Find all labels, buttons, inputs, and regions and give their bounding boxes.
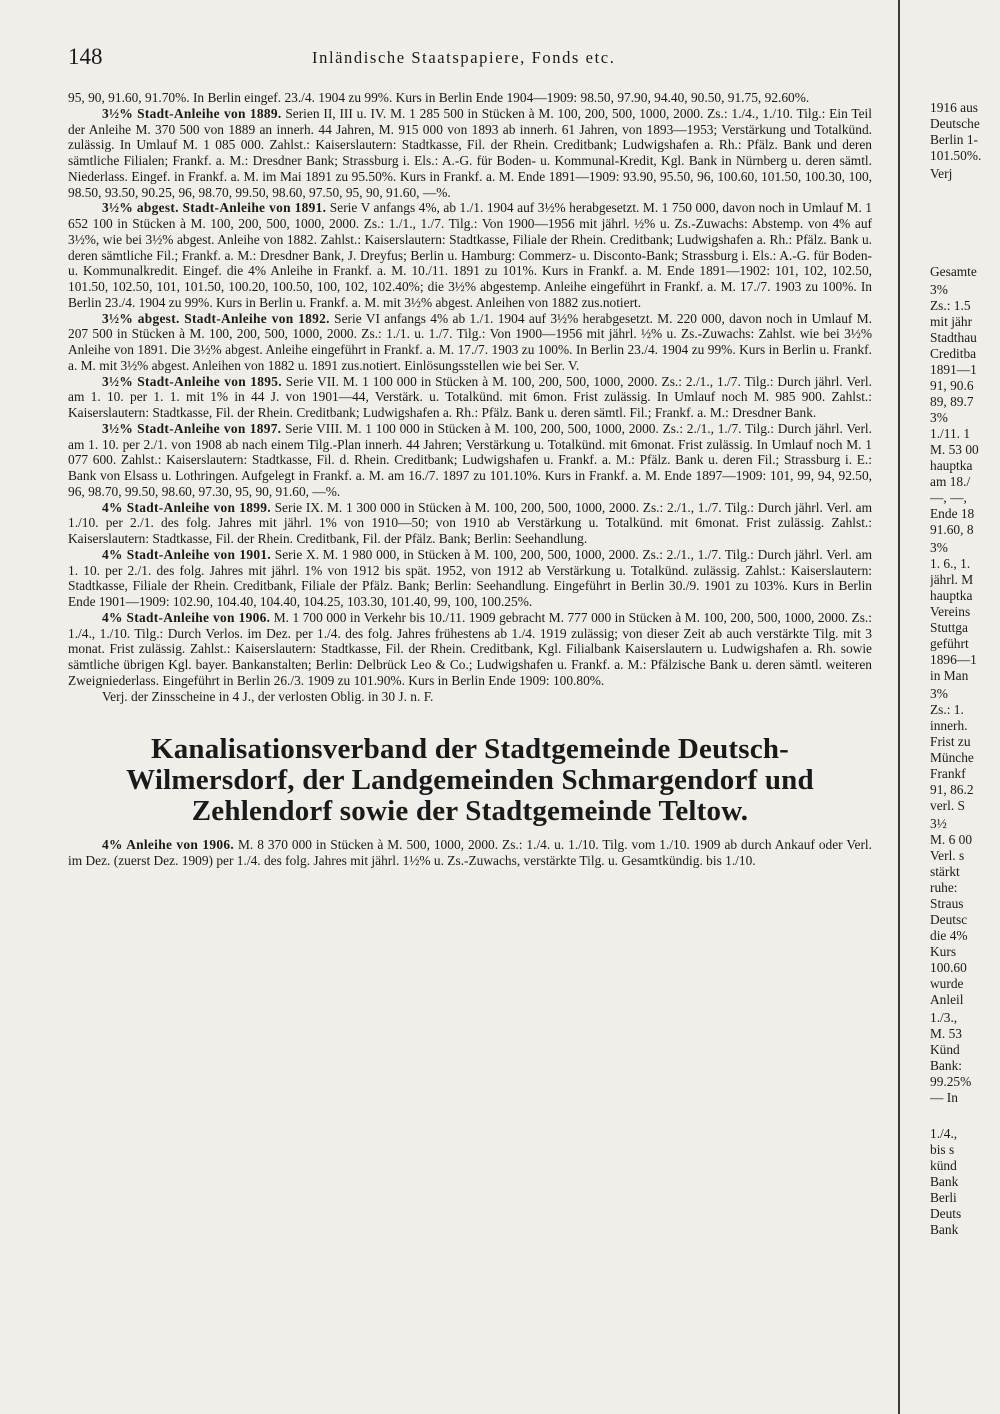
fragment-line: 3% xyxy=(930,540,948,555)
loan-text: Serie X. M. 1 980 000, in Stücken à M. 100, 200, 500, 1000, 2000. Zs.: 2./1., 1./7. Tilg.: Durch jährl. Verl. am 1. 10. per 2./1. des folg. Jahres mit jährl. 1% von 1912 bis spät. 1952, von 1912 ab Verstärkung u. Totalkünd. zulässig. Zahlst.: Kaiserslautern: Stadtkasse, Filiale der Rhein. Creditbank, Filiale der Pfälz. Bank; Berlin: Seehandlung. Eingeführt in Berlin 30./9. 1901 zu 103%. Kurs in Berlin Ende 1901—1909: 102.90, 104.40, 104.40, 104.25, 103.30, 101.40, 99, 100, 100.25%. xyxy=(68,546,872,609)
loan-text: Serie VI anfangs 4% ab 1./1. 1904 auf 3½% herabgesetzt. M. 220 000, davon noch in Umlauf M. 207 500 in Stücken à M. 100, 200, 500, 1000, 2000. Zs.: 1./1. u. 1./7. Tilg.: Von 1900—1956 mit jährl. ½% u. Zs.-Zuwachs: Zahlst. wie bei 3½% Anleihe von 1891. Die 3½% abgest. Anleihe eingeführt in Frankf. a. M. 17./7. 1903 zu 100%. In Berlin 23./4. 1904 zu 99%. Kurs in Berlin u. Frankf. a. M. mit 3½% abgest. Anleihen von 1882 u. 1891 zus.notiert. Einlösungsstellen wie bei Ser. V. xyxy=(68,310,872,373)
loan-text: Serie VII. M. 1 100 000 in Stücken à M. 100, 200, 500, 1000, 2000. Zs.: 2./1., 1./7. Tilg.: Durch jährl. Verl. am 1. 10. per 1. 1. mit 1% in 44 J. von 1901—44, Verstärk. u. Totalkünd. mit 6mon. Frist zulässig. In Umlauf noch M. 985 900. Zahlst.: Kaiserslautern: Stadtkasse, Fil. der Rhein. Creditbank; Ludwigshafen a. Rh.: Pfälz. Bank u. deren sämtl. Fil.; Frankf. a. M.: Dresdner Bank. xyxy=(68,373,872,420)
fragment-line: verl. S xyxy=(930,798,965,813)
fragment-line: Deutsche xyxy=(930,116,980,131)
fragment-line: stärkt xyxy=(930,864,960,879)
fragment-line: 91, 86.2 xyxy=(930,782,974,797)
fragment-line: Ende 18 xyxy=(930,506,975,521)
fragment-line: 99.25% xyxy=(930,1074,972,1089)
entry-paragraph xyxy=(68,200,872,310)
fragment-line: ruhe: xyxy=(930,880,958,895)
running-title: Inländische Staatspapiere, Fonds etc. xyxy=(312,48,616,67)
fragment-line: bis s xyxy=(930,1142,955,1157)
fragment-line: mit jähr xyxy=(930,314,973,329)
section-loan-text: M. 8 370 000 in Stücken à M. 500, 1000, 2000. Zs.: 1./4. u. 1./10. Tilg. vom 1./10. 1909 ab durch Ankauf oder Verl. im Dez. (zuerst Dez. 1909) per 1./4. des folg. Jahres mit jährl. 1½% u. Zs.-Zuwachs, verstärkte Tilg. u. Gesamtkündig. bis 1./10. xyxy=(68,837,873,868)
fragment-line: Berlin 1- xyxy=(930,132,978,147)
fragment-line: am 18./ xyxy=(930,474,971,489)
loan-title: 3½% Stadt-Anleihe von 1895. xyxy=(102,373,282,389)
fragment-line: M. 53 xyxy=(930,1026,962,1041)
fragment-line: die 4% xyxy=(930,928,968,943)
section-loan-title: 4% Anleihe von 1906. xyxy=(102,837,235,853)
fragment-line: Münche xyxy=(930,750,974,765)
page-number: 148 xyxy=(68,44,103,69)
fragment-line: geführt xyxy=(930,636,969,651)
fragment-line: 1896—1 xyxy=(930,652,977,667)
entry-paragraph xyxy=(68,421,872,500)
fragment-line: 3% xyxy=(930,282,948,297)
fragment-line: 100.60 xyxy=(930,960,967,975)
fragment-line: Künd xyxy=(930,1042,960,1057)
fragment-line: Straus xyxy=(930,896,964,911)
fragment-line: Kurs xyxy=(930,944,957,959)
column-divider xyxy=(898,0,900,1414)
right-column-fragment xyxy=(930,0,1000,1414)
fragment-line: Verj xyxy=(930,166,953,181)
fragment-line: Bank xyxy=(930,1222,959,1237)
fragment-line: innerh. xyxy=(930,718,968,733)
entry-paragraph xyxy=(68,311,872,374)
fragment-line: Gesamte xyxy=(930,264,977,279)
fragment-line: 91.60, 8 xyxy=(930,522,974,537)
entry-paragraph xyxy=(68,500,872,547)
fragment-line: Stuttga xyxy=(930,620,968,635)
fragment-line: Frankf xyxy=(930,766,966,781)
fragment-line: Zs.: 1. xyxy=(930,702,964,717)
fragment-line: —, —, xyxy=(930,490,967,505)
loan-title: 4% Stadt-Anleihe von 1899. xyxy=(102,499,271,515)
fragment-line: Deuts xyxy=(930,1206,962,1221)
loan-text: Serie V anfangs 4%, ab 1./1. 1904 auf 3½% herabgesetzt. M. 1 750 000, davon noch in Umlauf M. 1 652 100 in Stücken à M. 100, 200, 500, 1000, 2000. Zs.: 1./1., 1./7. Tilg.: Von 1900—1956 mit jährl. ½% u. Zs.-Zuwachs: Abstemp. von 4% auf 3½%, wie bei 3½% abgest. Anleihe von 1882. Zahlst.: Kaiserslautern: Stadtkasse, Filiale der Rhein. Creditbank; Ludwigshafen a. Rh.: Pfälz. Bank u. deren sämtliche Fil.; Frankf. a. M.: Dresdner Bank, J. Dreyfus; Berlin u. Hamburg: Commerz- u. Disconto-Bank; Strassburg i. Els.: A.-G. für Boden- u. Kommunalkredit. Eingef. die 4% Anleihe in Frankf. a. M. 10./11. 1891 zu 101%. Kurs in Frankf. a. M. Ende 1891—1902: 101, 102, 102.50, 101.50, 102.50, 101, 101.50, 100.20, 100.50, 100, 102, 102.40%; die 3½% abgestemp. Anleihe eingeführt in Frankf. a. M. 17./7. 1903 zu 100%. In Berlin 23./4. 1904 zu 99%. Kurs in Berlin u. Frankf. a. M. mit 3½% abgest. Anleihen von 1882 zus.notiert. xyxy=(68,200,872,310)
fragment-line: Vereins xyxy=(930,604,971,619)
fragment-line: 1./4., xyxy=(930,1126,958,1141)
fragment-line: 1. 6., 1. xyxy=(930,556,971,571)
fragment-line: in Man xyxy=(930,668,969,683)
fragment-line: jährl. M xyxy=(930,572,974,587)
fragment-line: M. 53 00 xyxy=(930,442,979,457)
limitation-note: Verj. der Zinsscheine in 4 J., der verlosten Oblig. in 30 J. n. F. xyxy=(102,688,434,704)
fragment-line: 3% xyxy=(930,410,948,425)
loan-title: 3½% abgest. Stadt-Anleihe von 1892. xyxy=(102,310,330,326)
fragment-line: Bank: xyxy=(930,1058,962,1073)
fragment-line: 89, 89.7 xyxy=(930,394,974,409)
fragment-line: hauptka xyxy=(930,458,973,473)
fragment-line: Zs.: 1.5 xyxy=(930,298,971,313)
entry-paragraph xyxy=(68,610,872,689)
loan-text: M. 1 700 000 in Verkehr bis 10./11. 1909 gebracht M. 777 000 in Stücken à M. 100, 200, 500, 1000, 2000. Zs.: 1./4., 1./10. Tilg.: Durch Verlos. im Dez. per 1./4. des folg. Jahres frühestens ab 1./4. 1919 zulässig; von dieser Zeit ab auch verstärkte Tilg. mit 3 monat. Frist zulässig. Zahlst.: Kaiserslautern: Stadtkasse, Fil. der Rhein. Creditbank, Kgl. Filialbank Kaiserslautern u. Ludwigshafen a. Rh. sowie sämtliche übrigen Kgl. bayer. Bankanstalten; Berlin: Delbrück Leo & Co.; Ludwigshafen u. Frankf. a. M.: Pfälzische Bank u. deren sämtl. weiteren Zweigniederlass. Eingeführt in Berlin 26./3. 1909 zu 101.90%. Kurs in Berlin Ende 1909: 100.80%. xyxy=(68,609,872,688)
fragment-line: 3% xyxy=(930,686,948,701)
fragment-line: M. 6 00 xyxy=(930,832,973,847)
paragraph-list xyxy=(68,90,872,689)
fragment-line: Frist zu xyxy=(930,734,971,749)
loan-text: Serie VIII. M. 1 100 000 in Stücken à M. 100, 200, 500, 1000, 2000. Zs.: 2./1., 1./7. Tilg.: Durch jährl. Verl. am 1. 10. per 2./1. von 1908 ab nach einem Tilg.-Plan innerh. 44 Jahren; Verstärkung u. Totalkünd. mit 6monat. Frist zulässig. In Umlauf noch M. 1 077 600. Zahlst.: Kaiserslautern: Stadtkasse, Fil. d. Rhein. Creditbank; Ludwigshafen u. Frankf. a. M.: Pfälz. Bank u. deren Fil.; Strassburg i. E.: Bank von Elsass u. Lothringen. Aufgelegt in Frankf. a. M. am 16./7. 1897 zu 101.10%. Kurs in Frankf. a. M. Ende 1897—1909: 101, 99, 94, 92.50, 96, 98.70, 99.50, 98.60, 97.30, 95, 90, 91.60, —%. xyxy=(68,420,872,499)
fragment-line: 101.50%. xyxy=(930,148,982,163)
fragment-line: Creditba xyxy=(930,346,977,361)
loan-title: 3½% Stadt-Anleihe von 1889. xyxy=(102,105,282,121)
entry-paragraph xyxy=(68,106,872,201)
fragment-line: hauptka xyxy=(930,588,973,603)
fragment-line: Deutsc xyxy=(930,912,968,927)
fragment-line: 3½ xyxy=(930,816,947,831)
fragment-line: künd xyxy=(930,1158,957,1173)
fragment-line: Anleil xyxy=(930,992,964,1007)
loan-title: 3½% Stadt-Anleihe von 1897. xyxy=(102,420,282,436)
loan-title: 4% Stadt-Anleihe von 1906. xyxy=(102,609,271,625)
fragment-line: Bank xyxy=(930,1174,959,1189)
fragment-line: 1891—1 xyxy=(930,362,977,377)
entry-paragraph xyxy=(68,374,872,421)
section-paragraph xyxy=(68,837,872,869)
fragment-line: 91, 90.6 xyxy=(930,378,974,393)
loan-text: 95, 90, 91.60, 91.70%. In Berlin eingef. 23./4. 1904 zu 99%. Kurs in Berlin Ende 1904—1909: 98.50, 97.90, 94.40, 90.50, 91.75, 92.60%. xyxy=(68,90,810,105)
loan-text: Serien II, III u. IV. M. 1 285 500 in Stücken à M. 100, 200, 500, 1000, 2000. Zs.: 1./4., 1./10. Tilg.: Ein Teil der Anleihe M. 370 500 von 1889 an innerh. 44 Jahren, M. 915 000 von 1893 ab innerh. 61 Jahren, von 1893—1953; Verstärkung und Totalkünd. zulässig. In Umlauf M. 1 085 000. Zahlst.: Kaiserslautern: Stadtkasse, Fil. der Rhein. Creditbank; Ludwigshafen a. Rh.: Pfälz. Bank und deren sämtliche Filialen; Frankf. a. M.: Dresdner Bank; Strassburg i. Els.: A.-G. für Boden- u. Kommunal-Kredit, Kgl. Bank in Nürnberg u. deren sämtl. Niederlass. Eingef. in Frankf. a. M. im Mai 1891 zu 95.50%. Kurs in Frankf. a. M. Ende 1891—1909: 93.90, 95.50, 96, 100.60, 101.50, 100.30, 100, 98.50, 93.50, 90.25, 96, 98.70, 99.50, 98.60, 97.50, 95, 90, 91.60, —%. xyxy=(68,105,872,200)
fragment-line: 1./11. 1 xyxy=(930,426,971,441)
section-heading: Kanalisationsverband der Stadtgemeinde Deutsch-Wilmersdorf, der Landgemeinden Schmargendorf und Zehlendorf sowie der Stadtgemeinde Teltow. xyxy=(126,733,814,828)
fragment-line: 1./3., xyxy=(930,1010,958,1025)
fragment-line: Berli xyxy=(930,1190,957,1205)
loan-title: 4% Stadt-Anleihe von 1901. xyxy=(102,546,271,562)
fragment-line: Verl. s xyxy=(930,848,965,863)
entry-paragraph xyxy=(68,547,872,610)
fragment-line: — In xyxy=(930,1090,958,1105)
fragment-line: Stadthau xyxy=(930,330,977,345)
loan-text: Serie IX. M. 1 300 000 in Stücken à M. 100, 200, 500, 1000, 2000. Zs.: 2./1., 1./7. Tilg.: Durch jährl. Verl. am 1./10. per 2./1. des folg. Jahres mit jährl. 1% von 1910—50; von 1910 ab Verstärkung u. Totalkünd. mit 6monat. Frist zulässig. Zahlst.: Kaiserslautern: Stadtkasse, Fil. der Rhein. Creditbank, Fil. der Pfälz. Bank; Berlin: Seehandlung. xyxy=(68,499,872,546)
fragment-line: wurde xyxy=(930,976,964,991)
loan-title: 3½% abgest. Stadt-Anleihe von 1891. xyxy=(102,200,327,216)
fragment-line: 1916 aus xyxy=(930,100,978,115)
main-column xyxy=(68,90,872,869)
entry-paragraph xyxy=(68,90,872,106)
